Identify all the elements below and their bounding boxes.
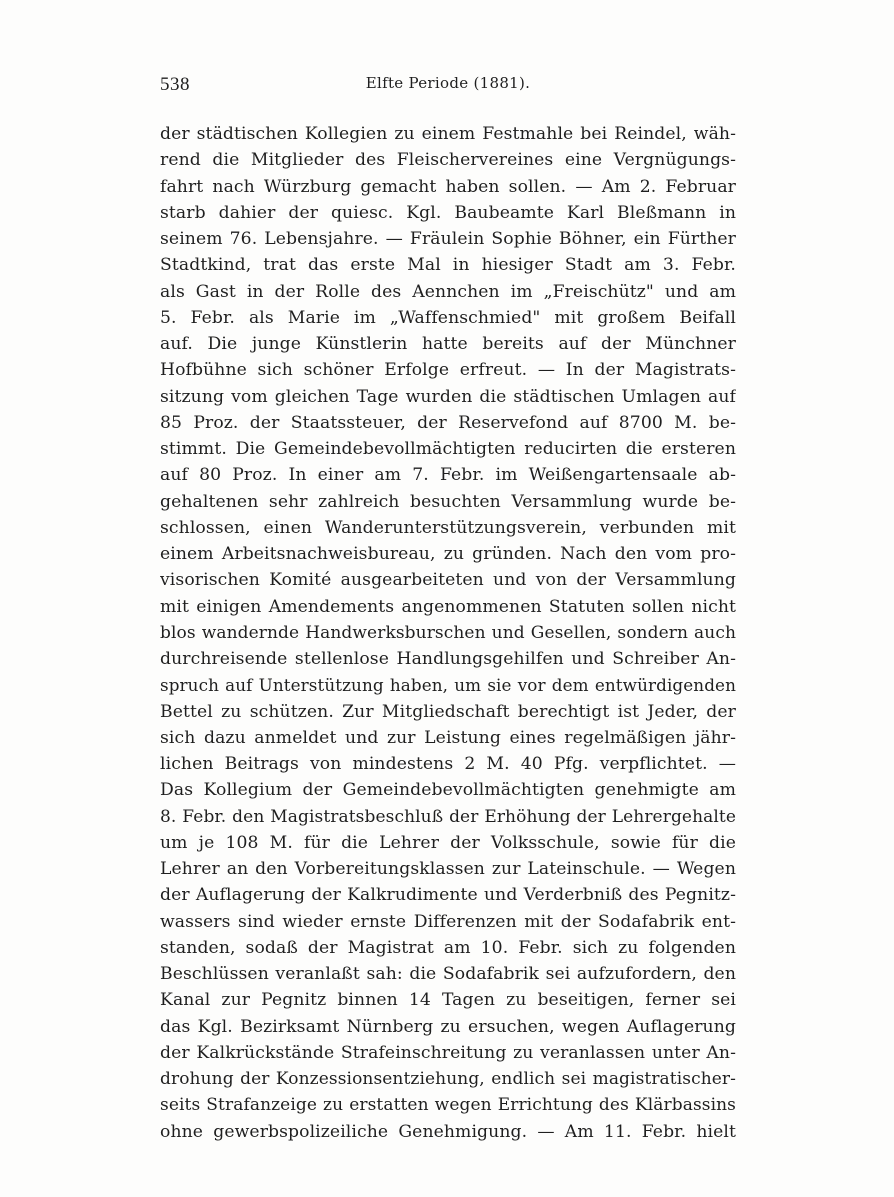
page-number: 538 [160,74,190,95]
text-line: starb dahier der quiesc. Kgl. Baubeamte Karl Bleßmann in [160,202,736,223]
text-line: lichen Beitrags von mindestens 2 M. 40 Pfg. verpflichtet. — [160,754,736,774]
text-line: 5. Febr. als Marie im „Waffenschmied" mit großem Beifall [160,307,736,328]
text-line: spruch auf Unterstützung haben, um sie vor dem entwürdigenden [160,675,736,696]
text-line: 8. Febr. den Magistratsbeschluß der Erhöhung der Lehrergehalte [160,806,736,827]
text-line: wassers sind wieder ernste Differenzen mit der Sodafabrik ent- [160,911,736,932]
body-text [160,121,736,1145]
text-line: um je 108 M. für die Lehrer der Volksschule, sowie für die [160,832,736,853]
text-line: als Gast in der Rolle des Aennchen im „Freischütz" und am [160,281,736,302]
text-line: Stadtkind, trat das erste Mal in hiesiger Stadt am 3. Febr. [160,255,736,276]
text-line: mit einigen Amendements angenommenen Statuten sollen nicht [160,596,736,617]
text-line: visorischen Komité ausgearbeiteten und von der Versammlung [160,570,736,591]
text-line: der Auflagerung der Kalkrudimente und Verderbniß des Pegnitz- [160,885,736,906]
text-line: drohung der Konzessionsentziehung, endlich sei magistratischer- [160,1069,736,1089]
text-line: das Kgl. Bezirksamt Nürnberg zu ersuchen, wegen Auflagerung [160,1016,736,1037]
text-line: Bettel zu schützen. Zur Mitgliedschaft berechtigt ist Jeder, der [160,701,736,722]
text-line: standen, sodaß der Magistrat am 10. Febr. sich zu folgenden [160,937,736,958]
text-line: Hofbühne sich schöner Erfolge erfreut. — In der Magistrats- [160,360,736,381]
text-line: sich dazu anmeldet und zur Leistung eines regelmäßigen jähr- [160,727,736,748]
text-line: gehaltenen sehr zahlreich besuchten Versammlung wurde be- [160,491,736,512]
text-line: seinem 76. Lebensjahre. — Fräulein Sophie Böhner, ein Fürther [160,229,736,249]
text-line: Kanal zur Pegnitz binnen 14 Tagen zu beseitigen, ferner sei [160,990,736,1011]
text-line: durchreisende stellenlose Handlungsgehilfen und Schreiber An- [160,649,736,669]
text-line: schlossen, einen Wanderunterstützungsverein, verbunden mit [160,517,736,538]
text-line: Lehrer an den Vorbereitungsklassen zur Lateinschule. — Wegen [160,859,736,879]
page-header [160,74,736,102]
text-line: seits Strafanzeige zu erstatten wegen Errichtung des Klärbassins [160,1095,736,1116]
text-line: Beschlüssen veranlaßt sah: die Sodafabrik sei aufzufordern, den [160,964,736,984]
text-line: fahrt nach Würzburg gemacht haben sollen. — Am 2. Februar [160,176,736,197]
text-line: auf. Die junge Künstlerin hatte bereits auf der Münchner [160,334,736,354]
text-line: auf 80 Proz. In einer am 7. Febr. im Weißengartensaale ab- [160,465,736,486]
text-line: der Kalkrückstände Strafeinschreitung zu veranlassen unter An- [160,1042,736,1063]
text-line: Das Kollegium der Gemeindebevollmächtigten genehmigte am [160,780,736,801]
text-line: sitzung vom gleichen Tage wurden die städtischen Umlagen auf [160,386,736,407]
text-line: rend die Mitglieder des Fleischervereines eine Vergnügungs- [160,150,736,171]
text-line: stimmt. Die Gemeindebevollmächtigten reducirten die ersteren [160,439,736,459]
text-line: einem Arbeitsnachweisbureau, zu gründen. Nach den vom pro- [160,544,736,564]
running-head: Elfte Periode (1881). [365,74,531,92]
text-line: ohne gewerbspolizeiliche Genehmigung. — Am 11. Febr. hielt [160,1121,736,1142]
text-line: blos wandernde Handwerksburschen und Gesellen, sondern auch [160,622,736,643]
text-line: der städtischen Kollegien zu einem Festmahle bei Reindel, wäh- [160,124,736,144]
text-line: 85 Proz. der Staatssteuer, der Reservefond auf 8700 M. be- [160,412,736,433]
